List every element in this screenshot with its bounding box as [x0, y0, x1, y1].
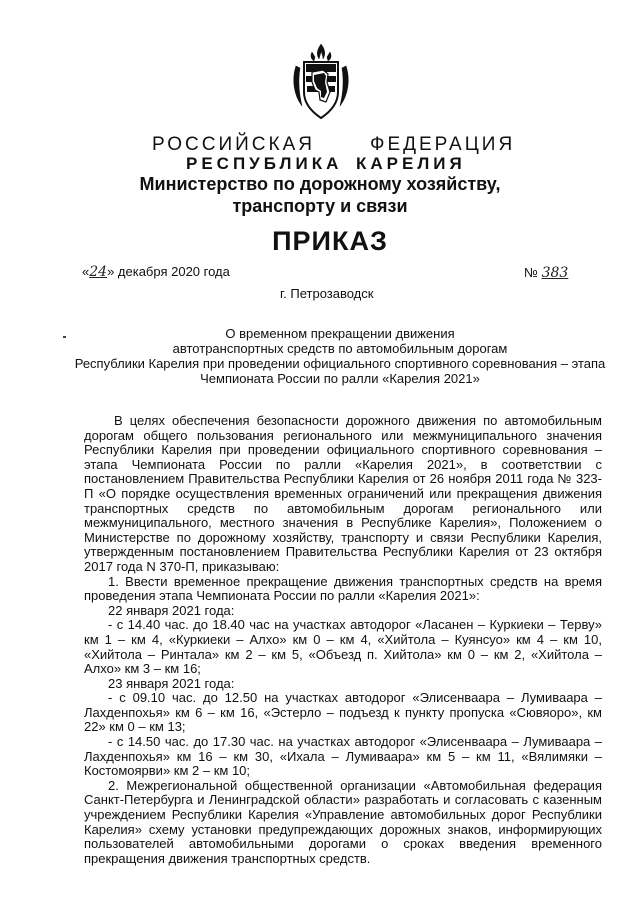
day-2-item-2: - с 14.50 час. до 17.30 час. на участках автодорог «Элисенваара – Лумиваара – Лахденпохья» км 16 – км 30, «Ихала – Лумиваара» км 5 – км 11, «Вялимяки – Костомоярви» км 2 – км 10; [84, 734, 602, 779]
day-2-item-1: - с 09.10 час. до 12.50 на участках автодорог «Элисенваара – Лумиваара – Лахденпохья» км 6 – км 16, «Эстерло – подъезд к пункту пропуска «Сювяоро», км 22» км 0 – км 13; [84, 690, 602, 735]
republic-word-1: РЕСПУБЛИКА [186, 154, 343, 173]
number-prefix: № [524, 265, 538, 280]
date-rest: » декабря 2020 года [107, 264, 230, 279]
subject-line: автотранспортных средств по автомобильным дорогам [172, 341, 508, 356]
ministry-name [0, 173, 640, 217]
day-2-heading: 23 января 2021 года: [108, 675, 235, 691]
preamble-paragraph: В целях обеспечения безопасности дорожного движения по автомобильным дорогам общего пользования регионального или межмуниципального значения Республики Карелия при проведении официального спортивного соревнования – этапа Чемпионата России по ралли «Карелия 2021», в соответствии с постановлением Правительства Республики Карелия от 26 ноября 2011 года № 323-П «О порядке осуществления временных ограничений или прекращения движения транспортных средств по автомобильным дорогам регионального или межмуниципального, местного значения в Республике Карелия», Положением о Министерстве по дорожному хозяйству, транспорту и связи Республики Карелия, утвержденным постановлением Правительства Республики Карелия от 23 октября 2017 года N 370-П, приказываю: [84, 413, 602, 574]
day-1-heading: 22 января 2021 года: [108, 602, 235, 618]
ministry-line-1: Министерство по дорожному хозяйству, [139, 174, 501, 194]
document-city: г. Петрозаводск [280, 286, 374, 301]
subject-line: Республики Карелия при проведении официального спортивного соревнования – этапа [74, 356, 606, 371]
country-word-2: ФЕДЕРАЦИЯ [370, 134, 516, 155]
document-date [82, 264, 230, 280]
date-open-quote: « [82, 264, 90, 279]
document-type-title: ПРИКАЗ [272, 226, 388, 256]
republic-word-2: КАРЕЛИЯ [356, 154, 466, 173]
document-number [524, 265, 578, 281]
day-1-item-1: - с 14.40 час. до 18.40 час на участках автодорог «Ласанен – Куркиеки – Терву» км 1 – км 4, «Куркиеки – Алхо» км 0 – км 4, «Хийтола – Куянсуо» км 4 – км 10, «Хийтола – Ринтала» км 2 – км 5, «Объезд п. Хийтола» км 0 – км 2, «Хийтола – Алхо» км 3 – км 16; [84, 617, 602, 677]
coat-of-arms-emblem [290, 42, 352, 122]
date-day-handwritten: 24 [89, 264, 108, 280]
subject-line: Чемпионата России по ралли «Карелия 2021» [200, 371, 480, 386]
ministry-line-2: транспорту и связи [232, 196, 408, 216]
document-body [84, 414, 602, 866]
number-handwritten: 383 [541, 265, 569, 281]
item-2-paragraph: 2. Межрегиональной общественной организации «Автомобильная федерация Санкт-Петербурга и Ленинградской области» разработать и согласовать с казенным учреждением Республики Карелия «Управление автомобильных дорог Республики Карелия» схему установки предупреждающих дорожных знаков, информирующих пользователей автомобильными дорогами о сроках введения временного прекращения движения транспортных средств. [84, 777, 602, 866]
document-subject [60, 326, 620, 386]
country-word-1: РОССИЙСКАЯ [152, 134, 315, 155]
item-1-paragraph: 1. Ввести временное прекращение движения транспортных средств на время проведения этапа Чемпионата России по ралли «Карелия 2021»: [84, 573, 602, 604]
subject-line: О временном прекращении движения [225, 326, 455, 341]
